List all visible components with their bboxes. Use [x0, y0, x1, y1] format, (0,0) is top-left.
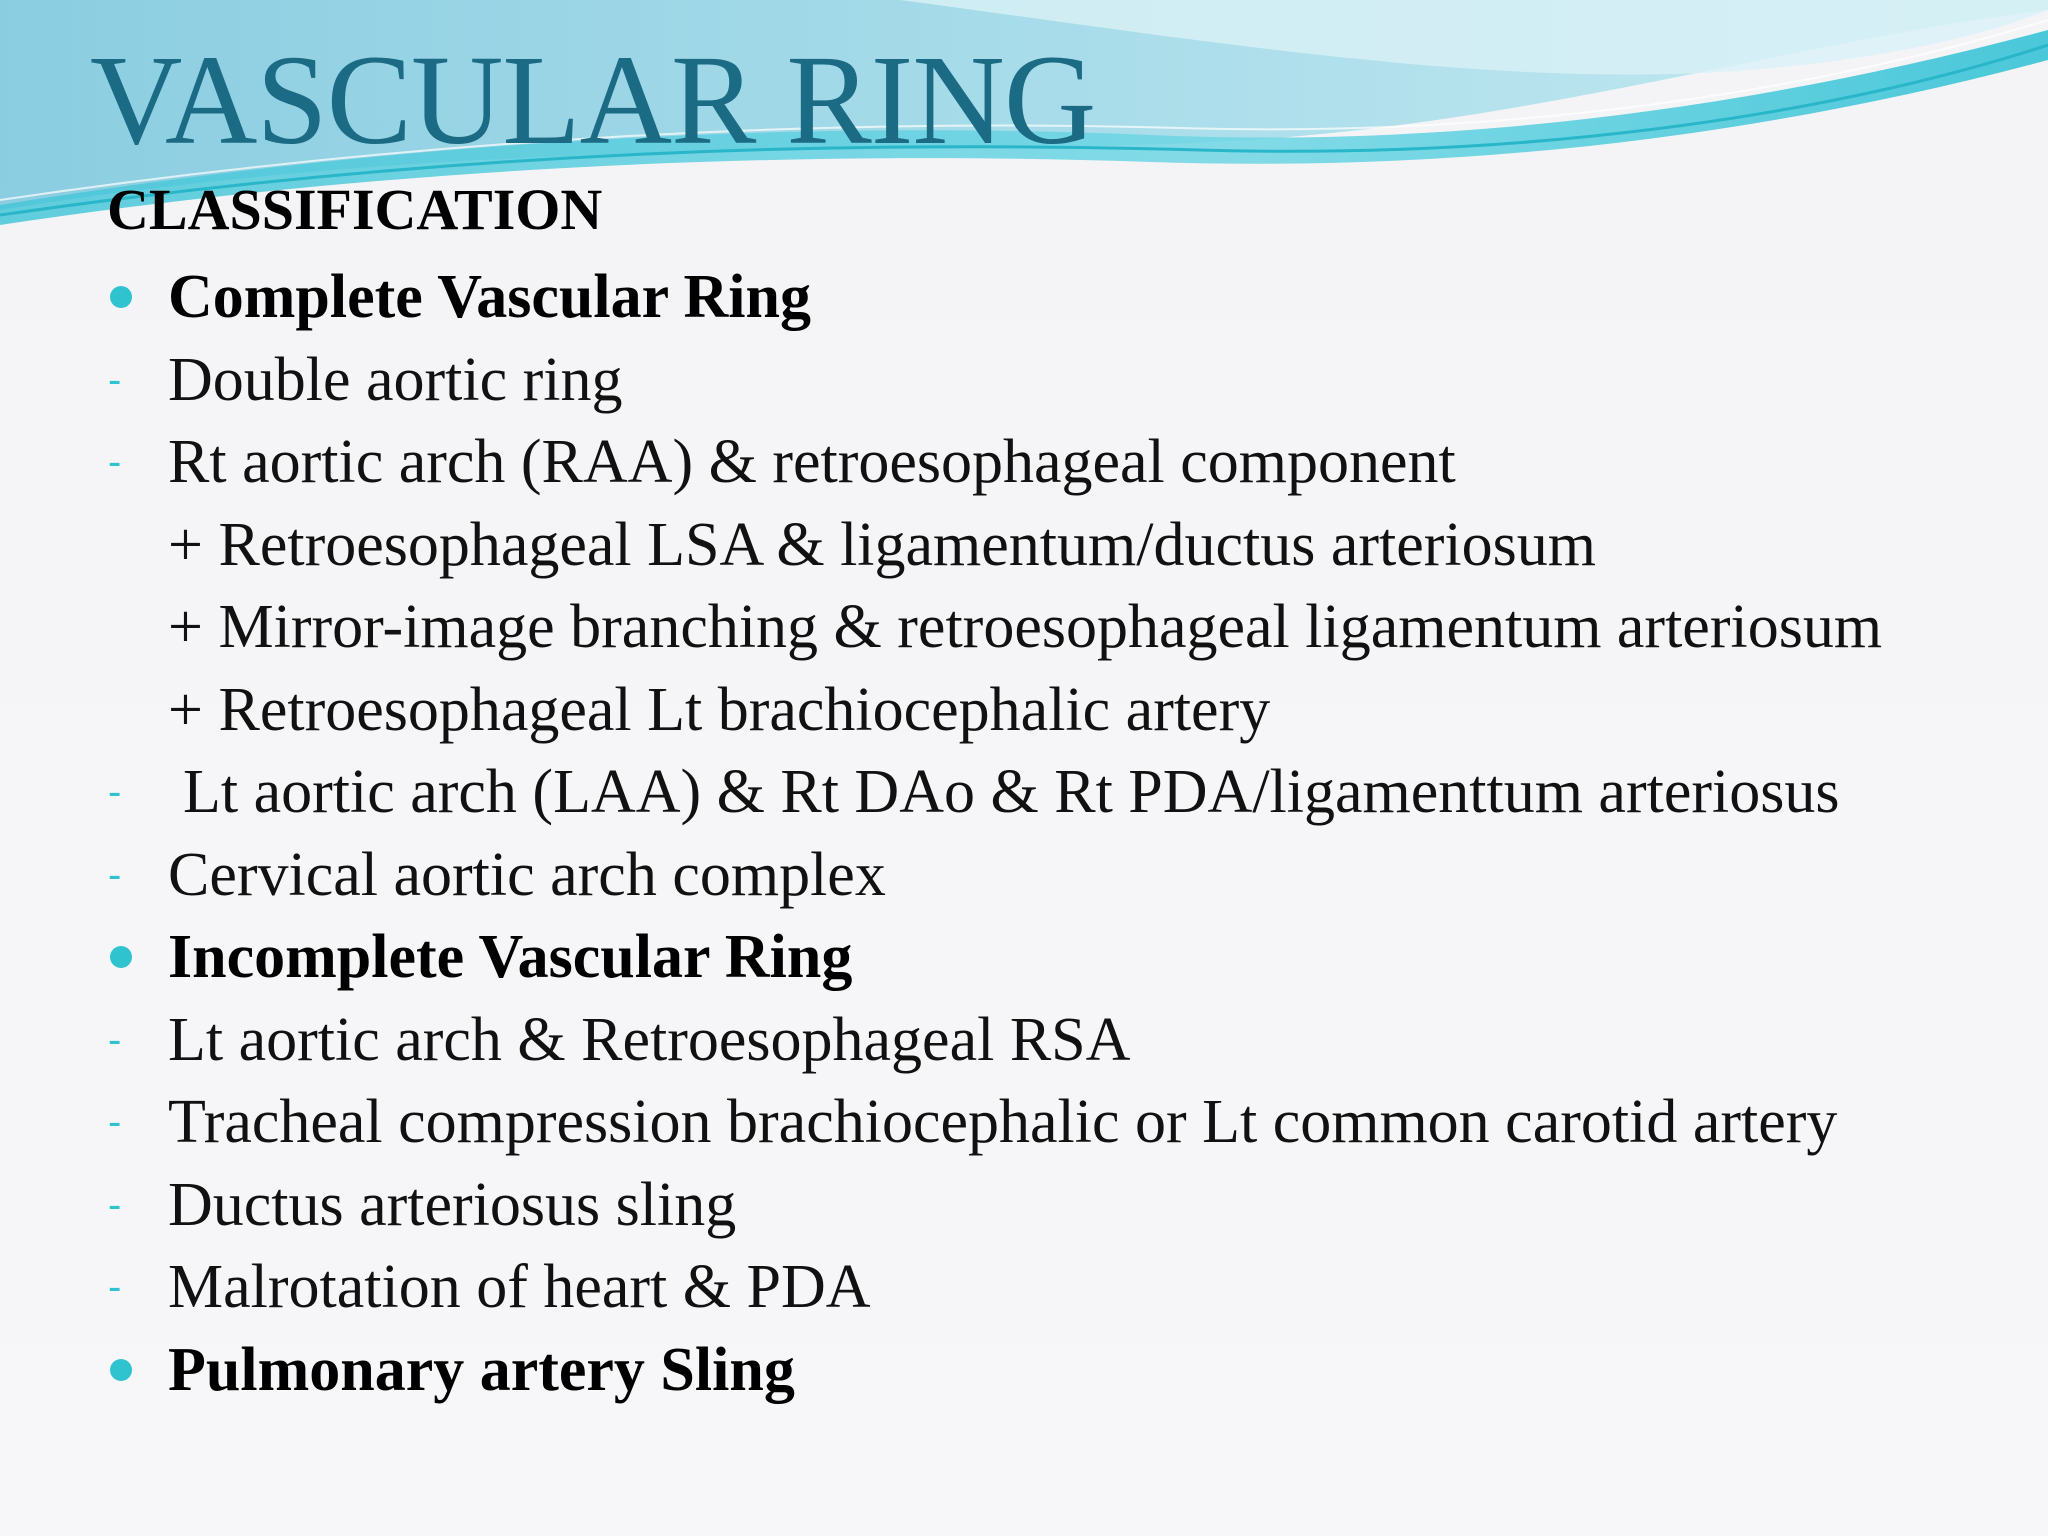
list-item-text: Lt aortic arch (LAA) & Rt DAo & Rt PDA/ligamenttum arteriosus [183, 758, 1840, 826]
dash-icon: - [108, 1264, 122, 1309]
bullet-marker [104, 1330, 144, 1410]
list-item-text: Rt aortic arch (RAA) & retroesophageal component [168, 428, 1456, 496]
dash-icon: - [108, 769, 122, 814]
bullet-marker [104, 257, 144, 337]
list-item [0, 670, 2048, 750]
list-item [0, 587, 2048, 667]
bullet-dot-icon [110, 946, 132, 968]
list-item [0, 917, 2048, 997]
list-item-text: + Retroesophageal Lt brachiocephalic artery [168, 676, 1271, 744]
list-item [0, 1247, 2048, 1327]
dash-icon: - [108, 439, 122, 484]
list-item [0, 422, 2048, 502]
list-item [0, 340, 2048, 420]
classification-heading: CLASSIFICATION [107, 177, 603, 242]
list-item [0, 752, 2048, 832]
dash-icon: - [108, 357, 122, 402]
dash-marker [104, 1000, 144, 1080]
dash-marker [104, 340, 144, 420]
list-item-text: + Mirror-image branching & retroesophageal ligamentum arteriosum [168, 593, 1883, 661]
list-item-text: Pulmonary artery Sling [168, 1336, 795, 1404]
list-item [0, 505, 2048, 585]
list-item-text: Tracheal compression brachiocephalic or Lt common carotid artery [168, 1088, 1838, 1156]
list-item-text: Incomplete Vascular Ring [168, 923, 853, 991]
bullet-marker [104, 917, 144, 997]
dash-marker [104, 1165, 144, 1245]
list-item-text: Ductus arteriosus sling [168, 1171, 737, 1239]
dash-marker [104, 1082, 144, 1162]
list-item-text: Lt aortic arch & Retroesophageal RSA [168, 1006, 1131, 1074]
list-item-text: Complete Vascular Ring [168, 263, 812, 331]
dash-marker [104, 422, 144, 502]
list-item [0, 1330, 2048, 1410]
dash-icon: - [108, 1099, 122, 1144]
list-item [0, 1000, 2048, 1080]
list-item-text: Malrotation of heart & PDA [168, 1253, 871, 1321]
list-item [0, 835, 2048, 915]
dash-marker [104, 752, 144, 832]
list-item-text: + Retroesophageal LSA & ligamentum/ductus arteriosum [168, 511, 1596, 579]
list-item [0, 257, 2048, 337]
dash-marker [104, 835, 144, 915]
list-item [0, 1082, 2048, 1162]
list-item [0, 1165, 2048, 1245]
bullet-dot-icon [110, 1359, 132, 1381]
slide-title: VASCULAR RING [90, 29, 1096, 171]
bullet-dot-icon [110, 286, 132, 308]
dash-icon: - [108, 1017, 122, 1062]
list-item-text: Cervical aortic arch complex [168, 841, 886, 909]
dash-icon: - [108, 1182, 122, 1227]
dash-icon: - [108, 852, 122, 897]
list-item-text: Double aortic ring [168, 346, 623, 414]
dash-marker [104, 1247, 144, 1327]
